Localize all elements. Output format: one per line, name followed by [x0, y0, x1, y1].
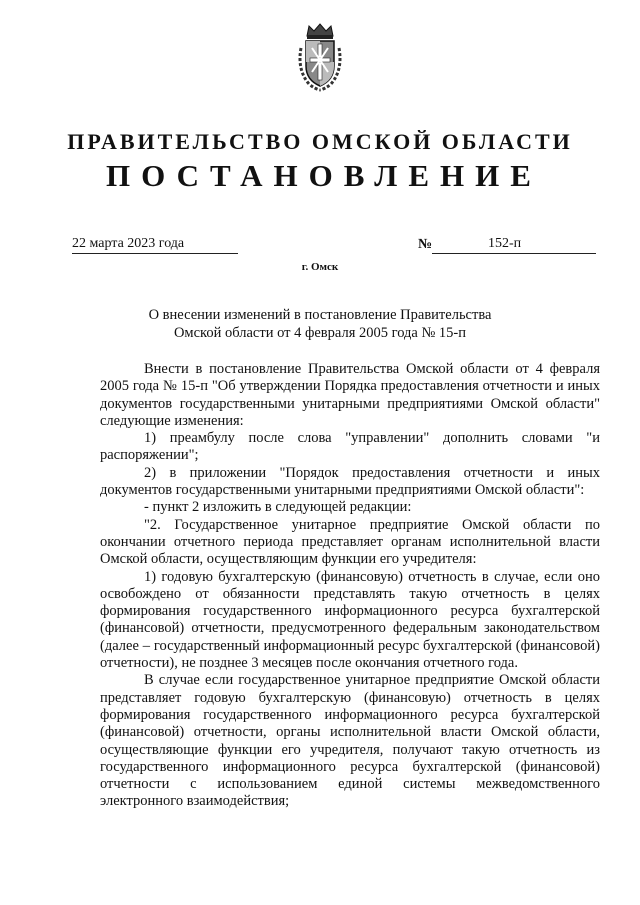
document-date: 22 марта 2023 года: [72, 236, 238, 254]
paragraph-2: 1) преамбулу после слова "управлении" дополнить словами "и распоряжении";: [100, 430, 600, 464]
paragraph-7: В случае если государственное унитарное предприятие Омской области представляет годовую бухгалтерскую (финансовую) отчетность в целях формирования государственного информационного ресурса бухгалтерской (финансовой) отчетности, органы исполнительной власти Омской области, осуществляющие функции его учредителя, получают такую отчетность из государственного информационного ресурса бухгалтерской (финансовой) отчетности с использованием единой системы межведомственного электронного взаимодействия;: [100, 672, 600, 810]
paragraph-6: 1) годовую бухгалтерскую (финансовую) отчетность в случае, если оно освобождено от обязанности представлять такую отчетность в целях формирования государственного информационного ресурса бухгалтерской (финансовой) отчетности, предусмотренного федеральным законодательством (далее – государственный информационный ресурс бухгалтерской (финансовой) отчетности), не позднее 3 месяцев после окончания отчетного года.: [100, 568, 600, 672]
document-subject: [120, 306, 520, 342]
paragraph-1: Внести в постановление Правительства Омской области от 4 февраля 2005 года № 15-п "Об утверждении Порядка предоставления отчетности и иных документов государственными унитарными предприятиями Омской области" следующие изменения:: [100, 361, 600, 429]
document-body: [100, 361, 600, 811]
government-title: ПРАВИТЕЛЬСТВО ОМСКОЙ ОБЛАСТИ: [67, 129, 573, 154]
subject-line-2: Омской области от 4 февраля 2005 года № 15-п: [173, 325, 467, 341]
document-number-field: [432, 236, 596, 254]
paragraph-4: - пункт 2 изложить в следующей редакции:: [144, 499, 412, 516]
city-label: г. Омск: [301, 261, 339, 273]
subject-line-1: О внесении изменений в постановление Правительства: [148, 307, 492, 323]
omsk-coat-of-arms-icon: [295, 22, 345, 92]
paragraph-3: 2) в приложении "Порядок предоставления отчетности и иных документов государственными унитарными предприятиями Омской области":: [100, 464, 600, 499]
document-number: 152-п: [488, 236, 522, 251]
number-sign: №: [418, 237, 433, 252]
paragraph-5: "2. Государственное унитарное предприятие Омской области по окончании отчетного периода представляет органам исполнительной власти Омской области, осуществляющим функции его учредителя:: [100, 516, 600, 568]
document-type-title: ПОСТАНОВЛЕНИЕ: [106, 158, 542, 193]
